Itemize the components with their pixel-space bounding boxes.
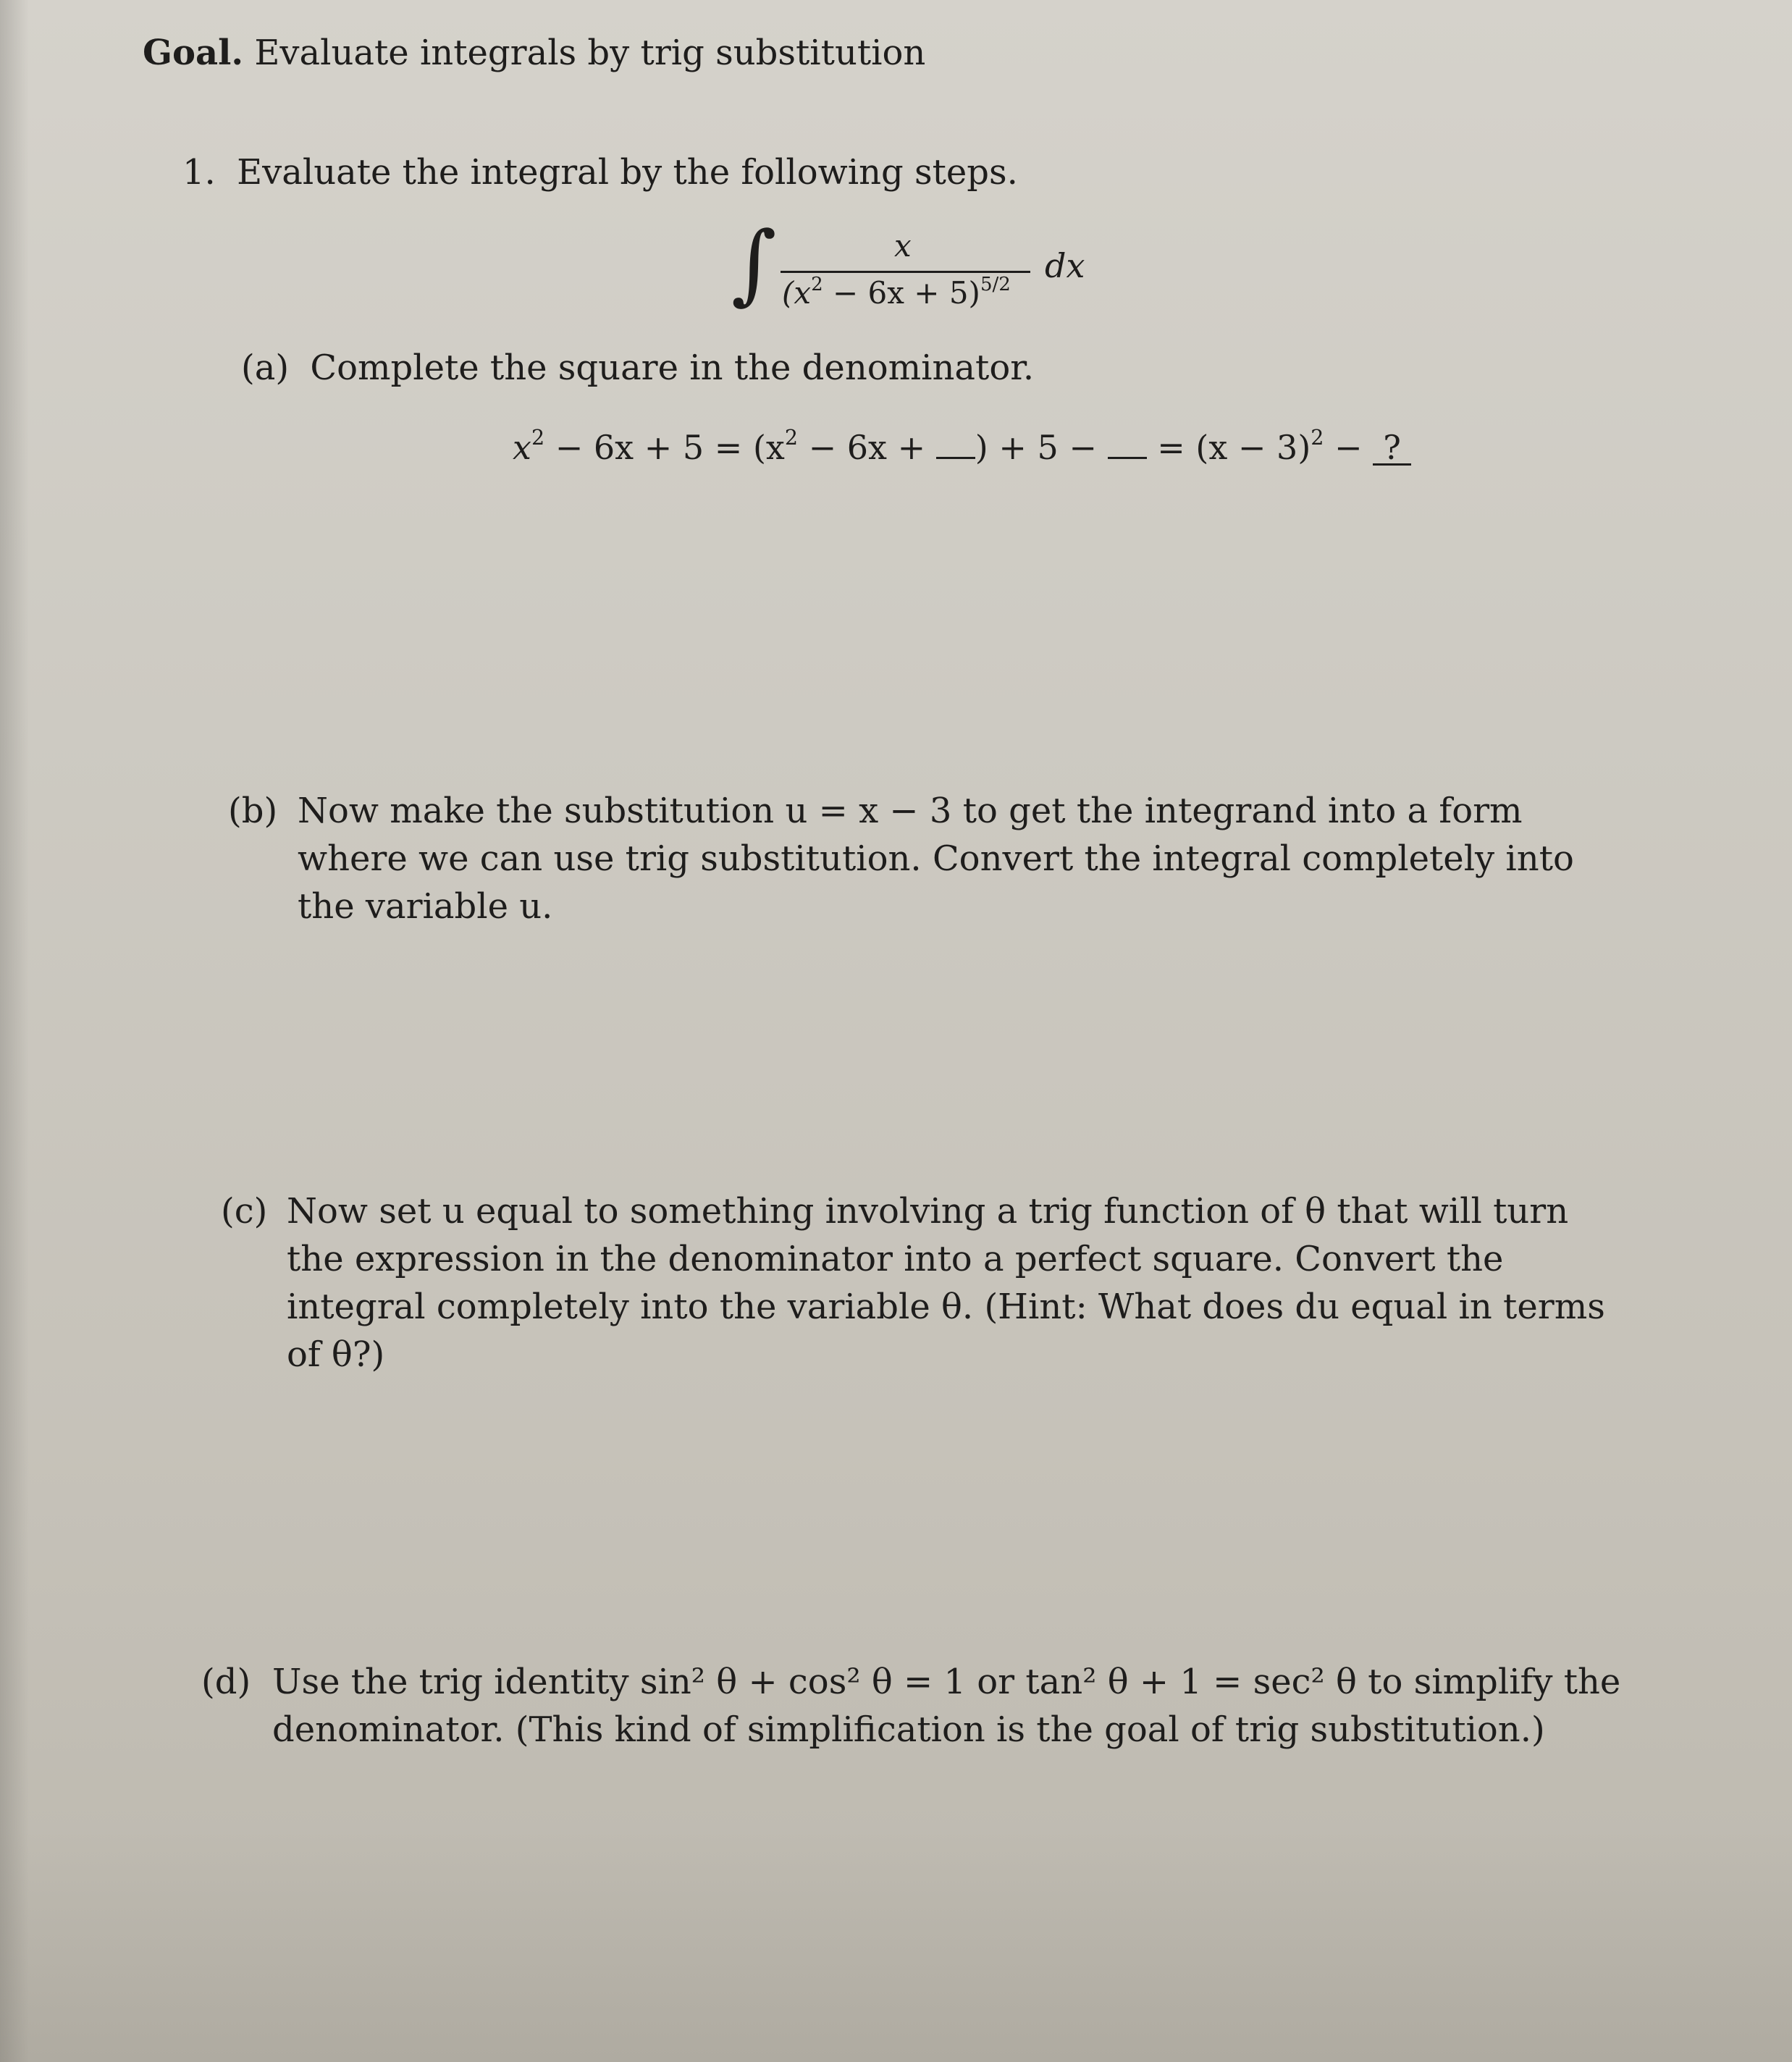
integral-sign: ∫	[731, 214, 777, 314]
part-c-label: (c)	[221, 1191, 268, 1232]
part-b-text: Now make the substitution u = x − 3 to get the integrand into a form where we can use trig substitution. Convert the integral completely into the variable u.	[298, 791, 1574, 927]
goal-text: Evaluate integrals by trig substitution	[254, 33, 926, 73]
den-power: 5/2	[980, 273, 1011, 295]
integrand-denominator	[782, 275, 1011, 311]
problem-1-intro	[182, 148, 1018, 196]
eq-close: ) + 5 −	[975, 428, 1108, 467]
part-a-text: Complete the square in the denominator.	[310, 348, 1035, 388]
goal-heading	[143, 29, 925, 77]
part-a-label: (a)	[241, 348, 290, 388]
problem-intro-text: Evaluate the integral by the following steps.	[237, 152, 1018, 193]
part-c-text: Now set u equal to something involving a trig function of θ that will turn the expression in the denominator into a perfect square. Convert the integral completely into the variable θ. (Hint: What does du equal in terms of θ?)	[287, 1191, 1605, 1375]
den-base: (x	[782, 275, 812, 311]
den-rest: − 6x + 5)	[823, 275, 980, 311]
page-edge-shadow	[0, 0, 29, 2062]
page-bottom-shadow	[0, 1830, 1792, 2062]
den-square: 2	[811, 273, 823, 295]
eq-x: x	[513, 428, 531, 467]
eq-mid-rest: − 6x +	[798, 428, 936, 467]
answer-blank-1[interactable]	[936, 428, 975, 459]
eq-minus: −	[1324, 428, 1374, 467]
integrand-numerator: x	[894, 228, 912, 264]
answer-blank-question[interactable]: ?	[1373, 432, 1411, 466]
part-a-equation	[513, 424, 1411, 471]
part-b-label: (b)	[228, 791, 278, 831]
eq-exp-1: 2	[531, 426, 545, 450]
part-d-label: (d)	[201, 1662, 251, 1702]
fraction-bar	[781, 271, 1030, 273]
differential-dx: dx	[1045, 246, 1085, 285]
part-a	[241, 344, 1034, 392]
eq-exp-2: 2	[784, 426, 798, 450]
answer-blank-2[interactable]	[1108, 428, 1147, 459]
eq-equals: = (x − 3)	[1146, 428, 1311, 467]
eq-lhs-rest: − 6x + 5 = (x	[544, 428, 785, 467]
goal-label: Goal.	[143, 33, 244, 73]
problem-number: 1.	[182, 152, 216, 193]
eq-exp-3: 2	[1311, 426, 1324, 450]
part-d-text: Use the trig identity sin² θ + cos² θ = 1 or tan² θ + 1 = sec² θ to simplify the denominator. (This kind of simplification is the goal of trig substitution.)	[272, 1662, 1621, 1750]
